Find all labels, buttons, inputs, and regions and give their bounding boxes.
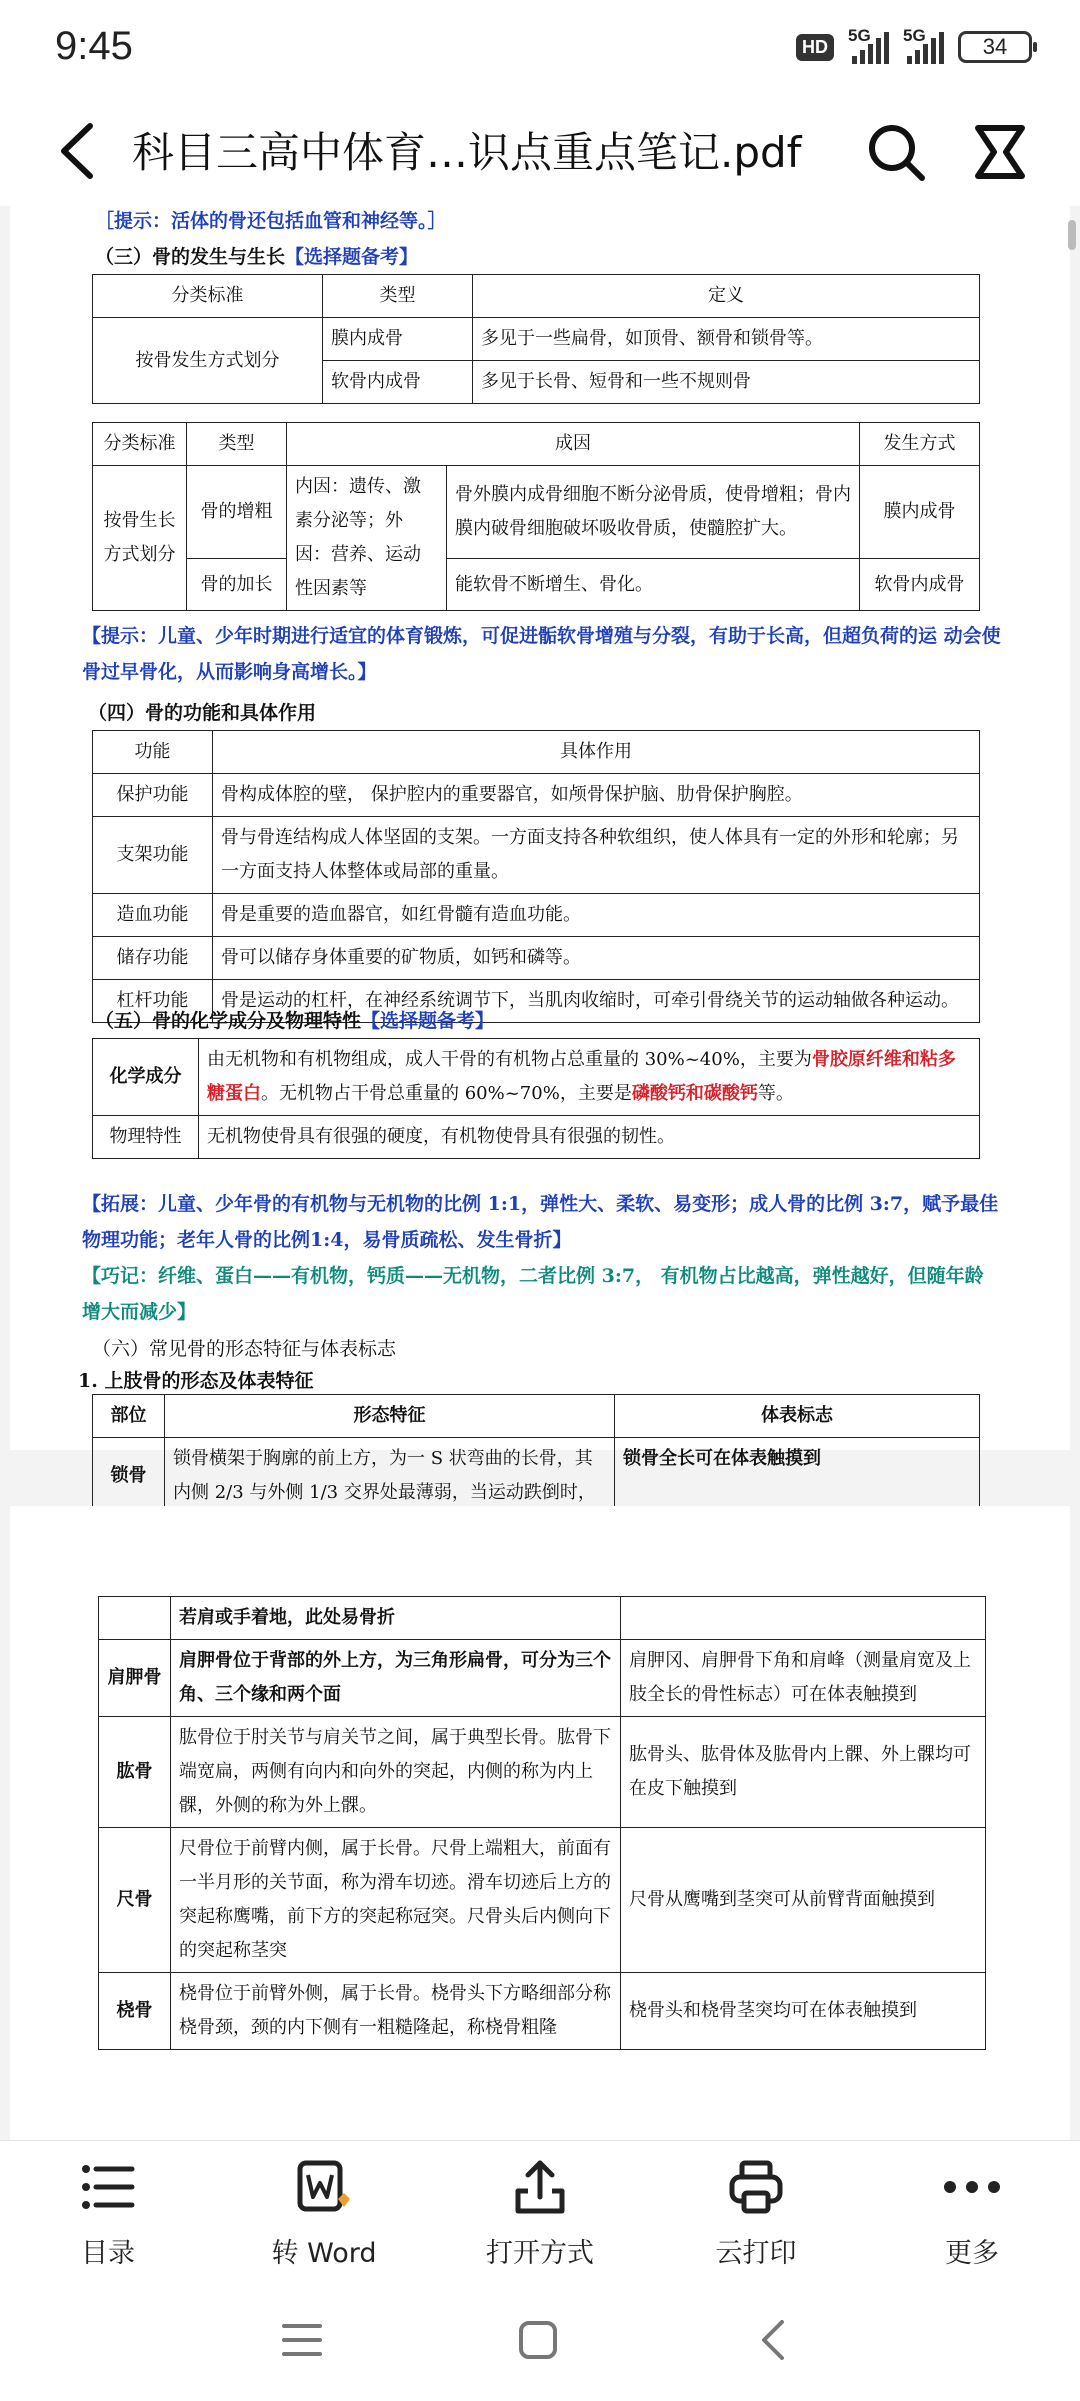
extend-note: 【拓展：儿童、少年骨的有机物与无机物的比例 1:1，弹性大、柔软、易变形；成人骨的比例 3:7，赋予最佳物理功能；老年人骨的比例1:4，易骨质疏松、发生骨折】: [82, 1193, 999, 1251]
more-icon: [942, 2157, 1002, 2217]
table-bone-chemistry: 化学成分 由无机物和有机物组成，成人干骨的有机物占总重量的 30%~40%，主要为骨胶原纤维和粘多糖蛋白。无机物占干骨总重量的 60%~70%，主要是磷酸钙和碳酸钙等。 物理特性 无机物使骨具有很强的硬度，有机物使骨具有很强的韧性。: [92, 1038, 980, 1159]
document-title: 科目三高中体育…识点重点笔记.pdf: [132, 128, 802, 177]
status-bar: [0, 0, 1080, 96]
home-nav-icon[interactable]: [516, 2318, 560, 2362]
system-navigation-bar: [0, 2290, 1080, 2401]
search-icon[interactable]: [862, 118, 928, 184]
signal-icon-2: 5G: [903, 30, 944, 64]
list-icon: [78, 2157, 138, 2217]
section-3-title: （三）骨的发生与生长【选择题备考】: [95, 246, 419, 268]
battery-icon: 34: [958, 31, 1032, 63]
tip-children-exercise: 【提示：儿童、少年时期进行适宜的体育锻炼，可促进骺软骨增殖与分裂，有助于长高，但超负荷的运 动会使骨过早骨化，从而影响身高增长。】: [82, 625, 1001, 683]
fold-screen-icon[interactable]: [972, 122, 1028, 182]
back-nav-icon[interactable]: [752, 2318, 796, 2362]
toolbar-open-with-button[interactable]: 打开方式: [440, 2157, 640, 2270]
toolbar-to-word-button[interactable]: 转 Word: [224, 2157, 424, 2270]
table-bone-functions: 功能 具体作用 保护功能 骨构成体腔的壁， 保护腔内的重要器官，如颅骨保护脑、肋骨保护胸腔。 支架功能 骨与骨连结构成人体坚固的支架。一方面支持各种软组织，使人体具有一定的外形和轮廓；另一方面支持人体整体或局部的重量。 造血功能 骨是重要的造血器官，如红骨髓有造血功能。 储存功能 骨可以储存身体重要的矿物质，如钙和磷等。 杠杆功能 骨是运动的杠杆，在神经系统调节下，当肌肉收缩时，可牵引骨绕关节的运动轴做各种运动。: [92, 730, 980, 1023]
signal-icon: 5G: [848, 30, 889, 64]
table-bone-growth: 分类标准 类型 成因 发生方式 按骨生长方式划分 骨的增粗 内因：遗传、激素分泌等；外因：营养、运动性因素等 骨外膜内成骨细胞不断分泌骨质，使骨增粗；骨内膜内破骨细胞破坏吸收骨质，使髓腔扩大。 膜内成骨 骨的加长 能软骨不断增生、骨化。 软骨内成骨: [92, 422, 980, 611]
back-arrow-icon[interactable]: [50, 118, 110, 184]
print-icon: [726, 2157, 786, 2217]
bottom-toolbar: [0, 2140, 1080, 2290]
hd-voice-icon: HD: [796, 34, 834, 61]
section-6-title: （六）常见骨的形态特征与体表标志: [92, 1338, 397, 1360]
toolbar-cloud-print-button[interactable]: 云打印: [656, 2157, 856, 2270]
status-icons: [796, 26, 1032, 64]
subsection-1-title: 1. 上肢骨的形态及体表特征: [78, 1370, 314, 1392]
pdf-viewer[interactable]: [0, 206, 1080, 2140]
table-upper-limb-bones-cont: 若肩或手着地，此处易骨折 肩胛骨 肩胛骨位于背部的外上方，为三角形扁骨，可分为三个角、三个缘和两个面 肩胛冈、肩胛骨下角和肩峰（测量肩宽及上肢全长的骨性标志）可在体表触摸到 肱骨 肱骨位于肘关节与肩关节之间，属于典型长骨。肱骨下端宽扁，两侧有向内和向外的突起，内侧的称为内上髁，外侧的称为外上髁。 肱骨头、肱骨体及肱骨内上髁、外上髁均可在皮下触摸到 尺骨 尺骨位于前臂内侧，属于长骨。尺骨上端粗大，前面有一半月形的关节面，称为滑车切迹。滑车切迹后上方的突起称鹰嘴，前下方的突起称冠突。尺骨头后内侧向下的突起称茎突 尺骨从鹰嘴到茎突可从前臂背面触摸到 桡骨 桡骨位于前臂外侧，属于长骨。桡骨头下方略细部分称桡骨颈，颈的内下侧有一粗糙隆起，称桡骨粗隆 桡骨头和桡骨茎突均可在体表触摸到: [98, 1596, 986, 2050]
scrollbar-thumb[interactable]: [1068, 220, 1076, 250]
tip-vessels: ［提示：活体的骨还包括血管和神经等。］: [95, 210, 447, 232]
pdf-page-6: [10, 1506, 1070, 2140]
status-time: 9:45: [55, 24, 133, 68]
toolbar-more-button[interactable]: 更多: [872, 2157, 1072, 2270]
trick-note: 【巧记：纤维、蛋白——有机物，钙质——无机物，二者比例 3:7， 有机物占比越高，弹性越好，但随年龄增大而减少】: [82, 1265, 984, 1323]
section-4-title: （四）骨的功能和具体作用: [88, 702, 317, 724]
pdf-page-5: [10, 206, 1070, 1503]
app-bar: [0, 96, 1080, 206]
word-icon: [294, 2157, 354, 2217]
table-bone-development: 分类标准 类型 定义 按骨发生方式划分 膜内成骨 多见于一些扁骨，如顶骨、额骨和锁骨等。 软骨内成骨 多见于长骨、短骨和一些不规则骨: [92, 274, 980, 404]
table-upper-limb-bones: 部位 形态特征 体表标志 锁骨 锁骨横架于胸廓的前上方，为一 S 状弯曲的长骨，其内侧 2/3 与外侧 1/3 交界处最薄弱，当运动跌倒时， 锁骨全长可在体表触摸到: [92, 1394, 980, 1515]
menu-nav-icon[interactable]: [280, 2318, 324, 2362]
toolbar-contents-button[interactable]: 目录: [8, 2157, 208, 2270]
section-5-title: （五）骨的化学成分及物理特性【选择题备考】: [95, 1010, 495, 1032]
share-icon: [510, 2157, 570, 2217]
